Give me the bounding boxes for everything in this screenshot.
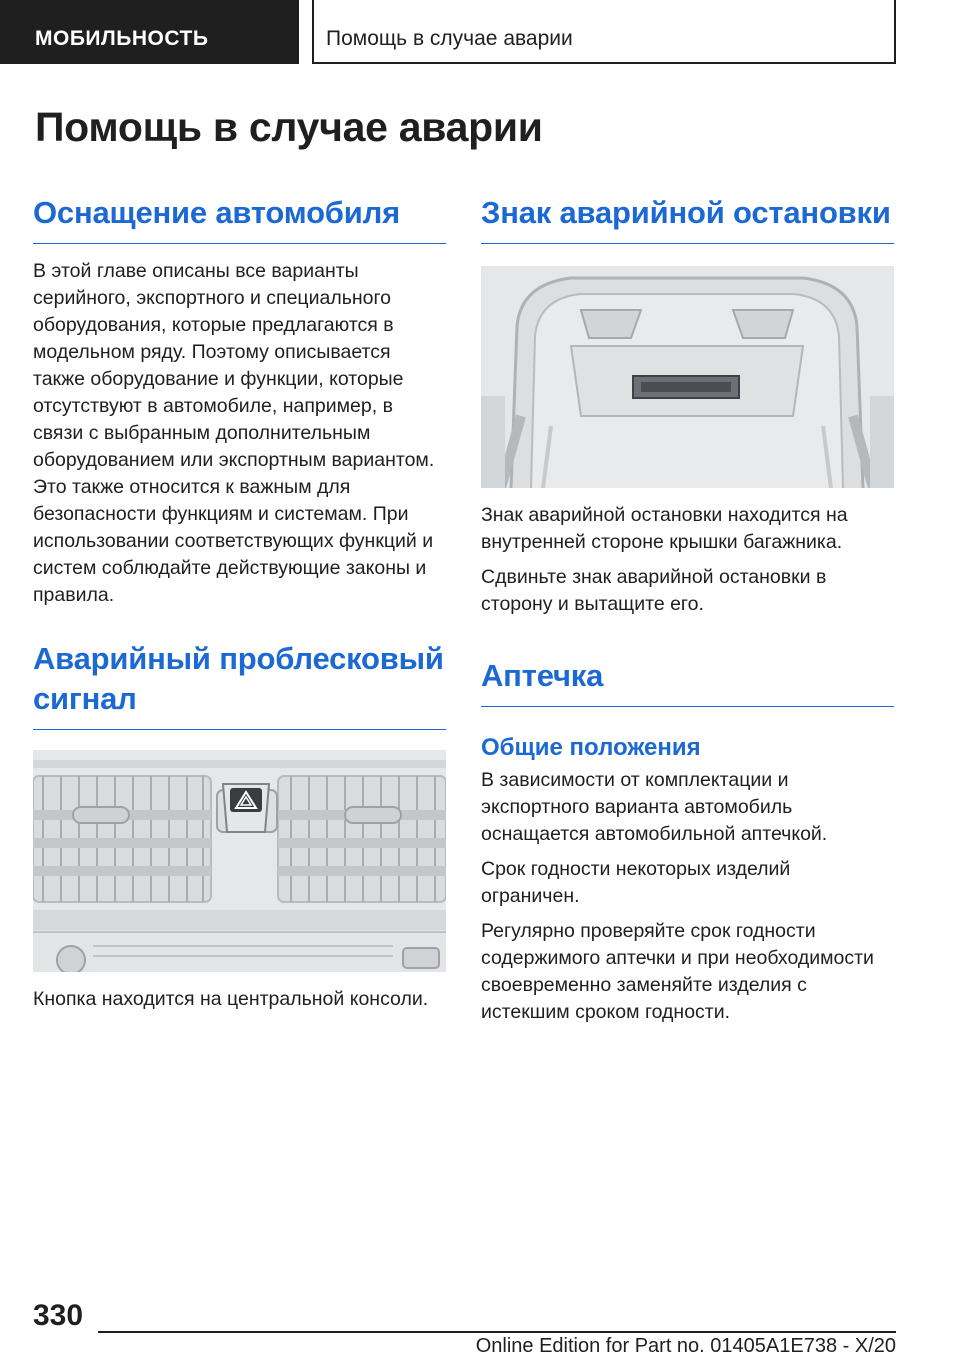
left-column — [33, 193, 446, 1013]
warning-triangle-illustration — [481, 266, 894, 488]
caption-hazard-lights: Кнопка находится на центральной консоли. — [33, 988, 429, 1010]
footer-divider — [98, 1331, 896, 1333]
text-first-aid-equipment: В зависимости от комплектации и экспортного варианта автомобиль оснащается автомобильной аптечкой. — [481, 769, 828, 845]
text-warning-triangle-remove: Сдвиньте знак аварийной остановки в сторону и вытащите его. — [481, 566, 827, 615]
page-number: 330 — [33, 1299, 84, 1332]
text-first-aid-expiry: Срок годности некоторых изделий ограничен. — [481, 858, 791, 907]
text-vehicle-equipment: В этой главе описаны все варианты серийного, экспортного и специального оборудования, которые предлагаются в модельном ряду. Поэтому описывается также оборудование и функции, которые отсутствуют в автомобиле, например, в связи с выбранным дополнительным оборудованием или экспортным вариантом. Это также относится к важным для безопасности функциям и системам. При использовании соответствующих функций и систем соблюдайте действующие законы и правила. — [33, 260, 435, 606]
hazard-button-illustration — [33, 750, 446, 972]
header-section-tab: МОБИЛЬНОСТЬ — [0, 0, 299, 64]
hazard-warning-icon — [223, 784, 269, 832]
subheading-general: Общие положения — [481, 734, 701, 761]
page-title: Помощь в случае аварии — [35, 104, 543, 150]
right-column — [481, 193, 894, 1026]
heading-first-aid: Аптечка — [481, 656, 894, 707]
heading-hazard-lights: Аварийный проблесковый сигнал — [33, 639, 446, 730]
console-knob — [57, 946, 85, 972]
warning-triangle-case — [633, 376, 739, 398]
header-breadcrumb: Помощь в случае аварии — [312, 0, 896, 64]
text-warning-triangle-location: Знак аварийной остановки находится на внутренней стороне крышки багажника. — [481, 504, 848, 553]
right-air-vent — [278, 776, 446, 902]
footer-edition: Online Edition for Part no. 01405A1E738 - X/20 — [475, 1335, 896, 1357]
text-first-aid-check: Регулярно проверяйте срок годности содержимого аптечки и при необходимости своевременно заменяйте изделия с истекшим сроком годности. — [481, 920, 874, 1023]
heading-vehicle-equipment: Оснащение автомобиля — [33, 193, 446, 244]
heading-warning-triangle: Знак аварийной остановки — [481, 193, 894, 244]
left-air-vent — [33, 776, 211, 902]
